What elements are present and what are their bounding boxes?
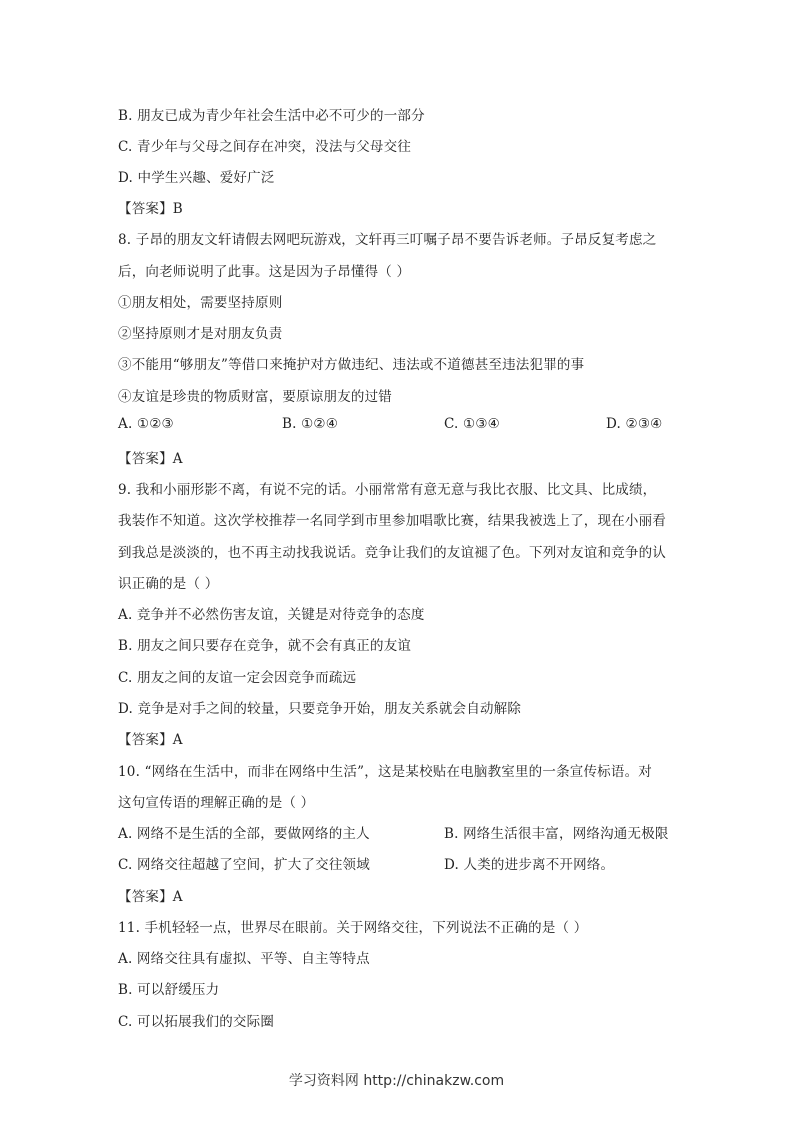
q10-answer: 【答案】A: [118, 889, 183, 905]
q7-option-d: D. 中学生兴趣、爱好广泛: [118, 170, 275, 186]
q9-option-d: D. 竞争是对手之间的较量，只要竞争开始，朋友关系就会自动解除: [118, 701, 522, 717]
q8-statement-3: ③不能用“够朋友”等借口来掩护对方做违纪、违法或不道德甚至违法犯罪的事: [118, 357, 585, 373]
q9-stem-line-1: 9. 我和小丽形影不离，有说不完的话。小丽常常有意无意与我比衣服、比文具、比成绩，: [118, 482, 657, 498]
q10-option-b: B. 网络生活很丰富，网络沟通无极限: [444, 826, 669, 842]
q8-statement-1: ①朋友相处，需要坚持原则: [118, 295, 283, 311]
q8-answer: 【答案】A: [118, 451, 183, 467]
q8-option-c: C. ①③④: [444, 416, 500, 432]
q9-option-c: C. 朋友之间的友谊一定会因竞争而疏远: [118, 670, 357, 686]
q7-option-c: C. 青少年与父母之间存在冲突，没法与父母交往: [118, 139, 412, 155]
q11-stem-line-1: 11. 手机轻轻一点，世界尽在眼前。关于网络交往，下列说法不正确的是（ ）: [118, 920, 588, 936]
q9-stem-line-3: 到我总是淡淡的，也不再主动找我说话。竞争让我们的友谊褪了色。下列对友谊和竞争的认: [118, 545, 666, 561]
q7-answer: 【答案】B: [118, 201, 183, 217]
q8-stem-line-1: 8. 子昂的朋友文轩请假去网吧玩游戏，文轩再三叮嘱子昂不要告诉老师。子昂反复考虑之: [118, 232, 657, 248]
q9-answer: 【答案】A: [118, 732, 183, 748]
q9-option-b: B. 朋友之间只要存在竞争，就不会有真正的友谊: [118, 638, 412, 654]
q8-statement-4: ④友谊是珍贵的物质财富，要原谅朋友的过错: [118, 389, 392, 405]
q10-option-d: D. 人类的进步离不开网络。: [444, 857, 615, 873]
q9-option-a: A. 竞争并不必然伤害友谊，关键是对待竞争的态度: [118, 607, 425, 623]
q11-option-a: A. 网络交往具有虚拟、平等、自主等特点: [118, 951, 370, 967]
q11-option-b: B. 可以舒缓压力: [118, 982, 220, 998]
q8-option-d: D. ②③④: [606, 416, 663, 432]
q10-option-a: A. 网络不是生活的全部，要做网络的主人: [118, 826, 370, 842]
q9-stem-line-2: 我装作不知道。这次学校推荐一名同学到市里参加唱歌比赛，结果我被选上了，现在小丽看: [118, 513, 666, 529]
q8-stem-line-2: 后，向老师说明了此事。这是因为子昂懂得（ ）: [118, 264, 411, 280]
footer-watermark: 学习资料网 http://chinakzw.com: [288, 1073, 505, 1089]
q10-option-c: C. 网络交往超越了空间，扩大了交往领域: [118, 857, 370, 873]
q8-statement-2: ②坚持原则才是对朋友负责: [118, 326, 283, 342]
q8-option-a: A. ①②③: [118, 416, 174, 432]
q9-stem-line-4: 识正确的是（ ）: [118, 576, 219, 592]
q10-stem-line-2: 这句宣传语的理解正确的是（ ）: [118, 795, 315, 811]
q7-option-b: B. 朋友已成为青少年社会生活中必不可少的一部分: [118, 108, 425, 124]
q8-option-b: B. ①②④: [282, 416, 339, 432]
q11-option-c: C. 可以拓展我们的交际圈: [118, 1014, 275, 1030]
q10-stem-line-1: 10. “网络在生活中，而非在网络中生活”，这是某校贴在电脑教室里的一条宣传标语。对: [118, 764, 652, 780]
